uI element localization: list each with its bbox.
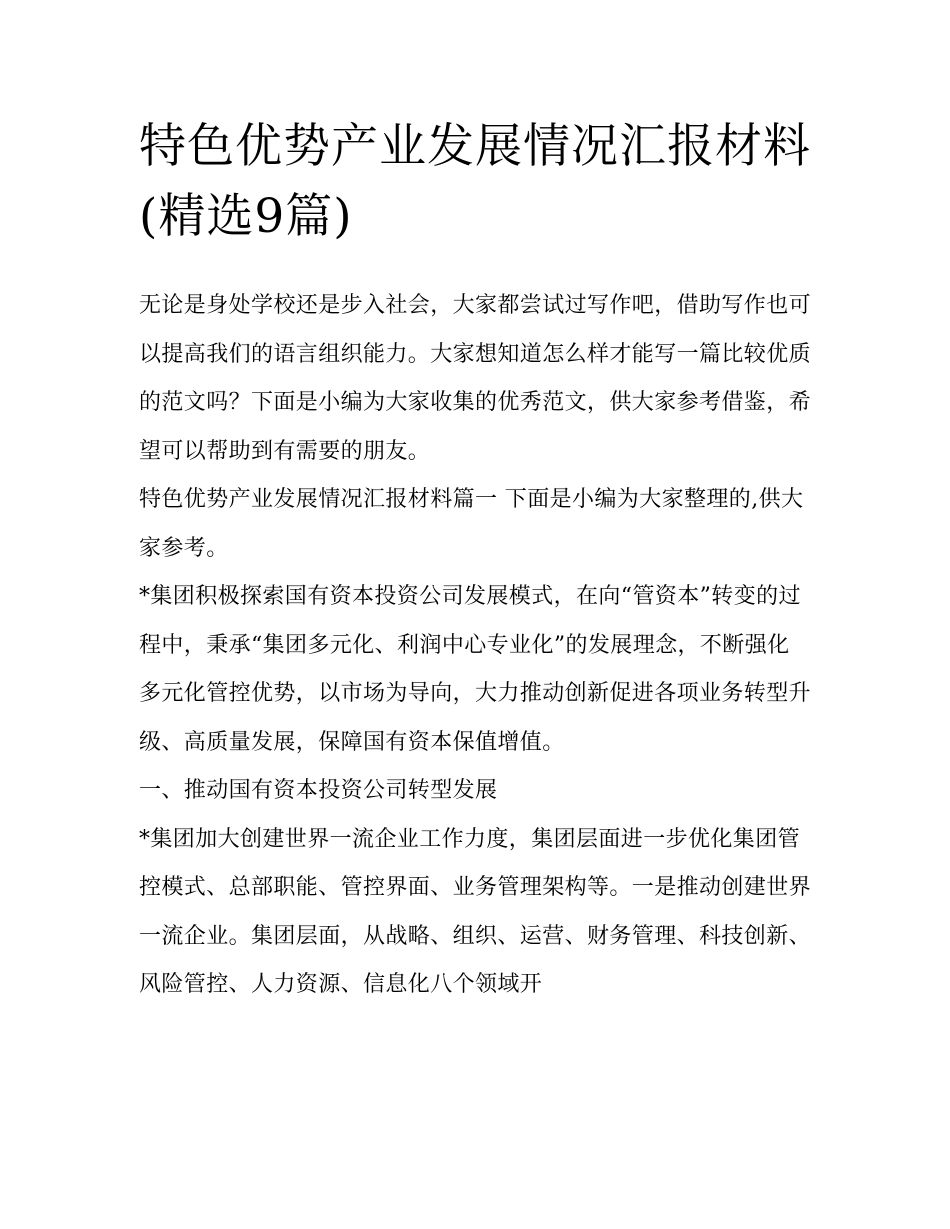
section-heading-one: 一、推动国有资本投资公司转型发展 (139, 778, 498, 803)
paragraph-article-one-heading: 特色优势产业发展情况汇报材料篇一 下面是小编为大家整理的,供大家参考。 (139, 487, 804, 561)
paragraph-intro: 无论是身处学校还是步入社会，大家都尝试过写作吧，借助写作也可以提高我们的语言组织能力。大家想知道怎么样才能写一篇比较优质的范文吗？下面是小编为大家收集的优秀范文，供大家参考借鉴，希望可以帮助到有需要的朋友。 (139, 293, 812, 464)
document-title: 特色优势产业发展情况汇报材料(精选9篇) (139, 119, 811, 244)
paragraph-group-development: *集团积极探索国有资本投资公司发展模式，在向“管资本”转变的过程中，秉承“集团多元化、利润中心专业化”的发展理念，不断强化多元化管控优势，以市场为导向，大力推动创新促进各项业务转型升级、高质量发展，保障国有资本保值增值。 (139, 584, 812, 755)
paragraph-world-class: *集团加大创建世界一流企业工作力度，集团层面进一步优化集团管控模式、总部职能、管控界面、业务管理架构等。一是推动创建世界一流企业。集团层面，从战略、组织、运营、财务管理、科技创新、风险管控、人力资源、信息化八个领域开 (139, 826, 812, 997)
document-body (139, 282, 811, 1010)
